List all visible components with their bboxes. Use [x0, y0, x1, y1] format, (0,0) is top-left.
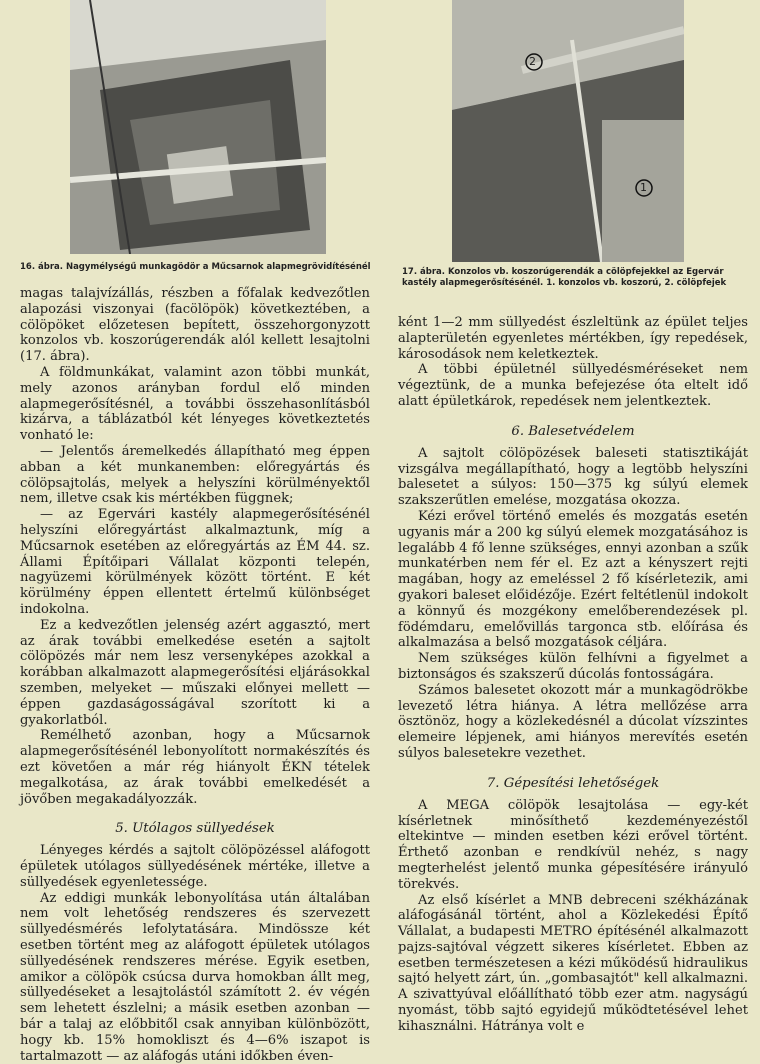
figure-16-photo	[70, 0, 326, 254]
paragraph: — az Egervári kastély alapmegerősítésénél helyszíni előregyártást alkalmaztunk, míg a Műcsarnok esetében az előregyártás az ÉM 44. sz. Állami Építőipari Vállalat központi telepén, nagyüzemi körülmények között történt. E két körülmény éppen ellentett értelmű különbséget indokolna.	[20, 507, 370, 617]
section-heading-7: 7. Gépesítési lehetőségek	[486, 775, 660, 791]
paragraph: A sajtolt cölöpözések baleseti statisztikáját vizsgálva megállapítható, hogy a legtöbb helyszíni balesetet a súlyos: 150—375 kg súlyú elemek szakszerűtlen emelése, mozgatása okozza.	[398, 445, 748, 509]
figure-17-marker-2: 2	[529, 55, 536, 68]
figure-16-caption	[20, 262, 380, 273]
figure-17-caption-line-2: kastély alapmegerősítésénél. 1. konzolos vb. koszorú, 2. cölöpfejek	[402, 278, 727, 288]
figure-17-caption	[402, 267, 752, 289]
section-heading-5: 5. Utólagos süllyedések	[115, 821, 275, 837]
figure-17-caption-line-1: 17. ábra. Konzolos vb. koszorúgerendák a cölöpfejekkel az Egervár	[402, 267, 724, 277]
paragraph: Kézi erővel történő emelés és mozgatás esetén ugyanis már a 200 kg súlyú elemek mozgatásához is legalább 4 fő lenne szükséges, ennyi azonban a szűk munkatérben nem fér el. Ez azt a kényszert rejti magában, hogy az emeléssel 2 fő kísérletezik, ami gyakori baleset előidézője. Ezért feltétlenül indokolt a könnyű és mozgékony emelőberendezések pl. födémdaru, emelővillás targonca stb. előírása és alkalmazása a belső mozgatások céljára.	[398, 508, 748, 651]
figure-16-image	[70, 0, 326, 254]
section-heading-6: 6. Balesetvédelem	[511, 423, 635, 439]
paragraph: Számos balesetet okozott már a munkagödrökbe levezető létra hiánya. A létra mellőzése arra ösztönöz, hogy a közlekedésnél a dúcolat vízszintes elemeire lépjenek, ami hiányos merevítés esetén súlyos balesetekre vezethet.	[398, 682, 748, 761]
paragraph: A MEGA cölöpök lesajtolása — egy-két kísérletnek minősíthető kezdeményezéstől eltekintve — minden esetben kézi erővel történt. Érthető azonban e rendkívül nehéz, s nagy megterhelést jelentő munka gépesítésére irányuló törekvés.	[398, 797, 748, 892]
paragraph: ként 1—2 mm süllyedést észleltünk az épület teljes alapterületén egyenletes mértékben, így repedések, károsodások nem keletkeztek.	[398, 315, 748, 362]
figure-17-image	[452, 0, 684, 262]
left-text-column	[20, 286, 370, 1064]
paragraph: Lényeges kérdés a sajtolt cölöpözéssel aláfogott épületek utólagos süllyedésének mértéke, illetve a süllyedések egyenletessége.	[20, 843, 370, 890]
figure-17-photo	[452, 0, 684, 262]
figure-17-marker-1: 1	[640, 181, 647, 194]
paragraph: Az első kísérlet a MNB debreceni székházának aláfogásánál történt, ahol a Közlekedési Építő Vállalat, a budapesti METRO építésénél alkalmazott pajzs-sajtóval végzett sikeres kísérletet. Ebben az esetben természetesen a kézi működésű hidraulikus sajtó helyett zárt, ún. „gombasajtót" kell alkalmazni. A szivattyúval előállítható több ezer atm. nagyságú nyomást, több sajtó egyidejű működtetésével lehet kihasználni. Hátránya volt e	[398, 892, 748, 1034]
paragraph: Ez a kedvezőtlen jelenség azért aggasztó, mert az árak további emelkedése esetén a sajtolt cölöpözés már nem lesz versenyképes azokkal a korábban alkalmazott alapmegerősítési eljárásokkal szemben, melyeket — műszaki előnyei mellett — éppen gazdaságosságával szorított ki a gyakorlatból.	[20, 617, 370, 728]
right-text-column	[398, 315, 748, 1035]
paragraph: Nem szükséges külön felhívni a figyelmet a biztonságos és szakszerű dúcolás fontosságára.	[398, 651, 748, 682]
figure-16-caption-text: 16. ábra. Nagymélységű munkagödör a Műcsarnok alapmegrövidítésénél	[20, 262, 371, 272]
paragraph: A többi épületnél süllyedésméréseket nem végeztünk, de a munka befejezése óta eltelt idő alatt épületkárok, repedések nem jelentkeztek.	[398, 362, 748, 409]
paragraph: Remélhető azonban, hogy a Műcsarnok alapmegerősítésénél lebonyolított normakészítés és ezt követően a már rég hiányolt ÉKN tételek megalkotása, az árak további emelkedését a jövőben megakadályozzák.	[20, 728, 370, 807]
paragraph: Az eddigi munkák lebonyolítása után általában nem volt lehetőség rendszeres és szervezett süllyedésmérés lefolytatására. Mindössze két esetben történt meg az aláfogott épületek utólagos süllyedésének rendszeres mérése. Egyik esetben, amikor a cölöpök csúcsa durva homokban állt meg, süllyedéseket a lesajtolástól számított 2. év végén sem lehetett észlelni; a másik esetben azonban — bár a talaj az előbbitől csak annyiban különbözött, hogy kb. 15% homokliszt és 4—6% iszapot is tartalmazott — az aláfogás utáni időkben éven-	[20, 890, 370, 1064]
paragraph: — Jelentős áremelkedés állapítható meg éppen abban a két munkanemben: előregyártás és cölöpsajtolás, melyek a helyszíni körülményektől nem, illetve csak kis mértékben függnek;	[20, 443, 370, 507]
paragraph: A földmunkákat, valamint azon többi munkát, mely azonos arányban fordul elő minden alapmegerősítésnél, a további összehasonlításból kizárva, a táblázatból két lényeges következtetés vonható le:	[20, 364, 370, 444]
paragraph: magas talajvízállás, részben a főfalak kedvezőtlen alapozási viszonyai (facölöpök) következtében, a cölöpöket előzetesen bepített, összehorgonyzott konzolos vb. koszorúgerendák alól kellett lesajtolni (17. ábra).	[20, 286, 370, 365]
